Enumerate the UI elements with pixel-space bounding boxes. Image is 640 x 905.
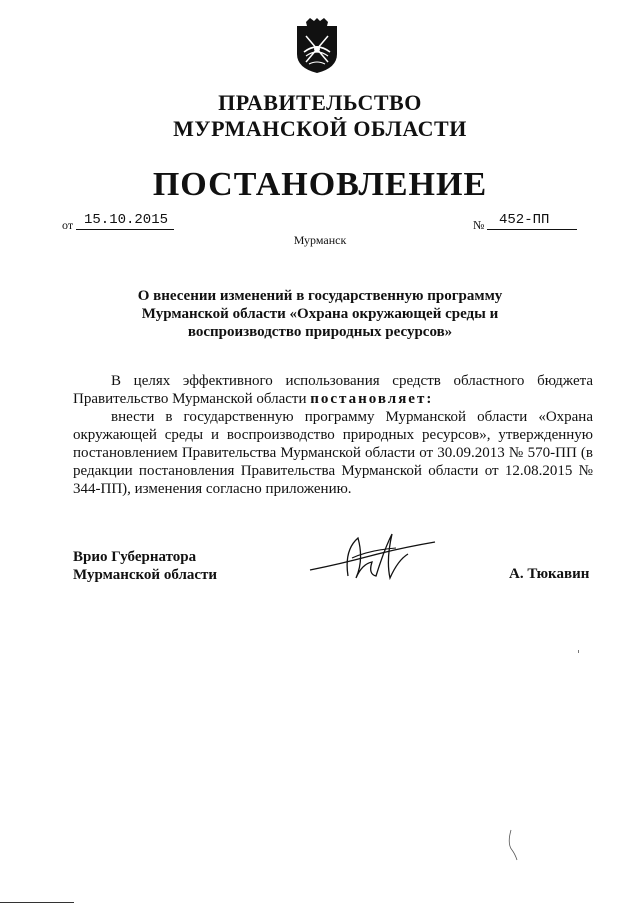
position-line1: Врио Губернатора <box>73 549 197 565</box>
document-date: 15.10.2015 <box>84 212 169 228</box>
position-line2: Мурманской области <box>73 567 218 583</box>
city-name: Мурманск <box>293 233 347 247</box>
org-name-line2: МУРМАНСКОЙ ОБЛАСТИ <box>173 116 467 141</box>
handwritten-signature <box>300 520 450 590</box>
document-number: 452-ПП <box>499 212 550 228</box>
body-intro-paragraph <box>73 372 593 408</box>
subject-line1: О внесении изменений в государственную программу <box>137 288 503 304</box>
scan-edge-line <box>0 902 74 903</box>
body-decision-text: внести в государственную программу Мурманской области «Охрана окружающей среды и воспроизводство природных ресурсов», утвержденную постановлением Правительства Мурманской области от 30.09.2013 № 570-ПП (в редакции постановления Правительства Мурманской области от 12.08.2015 № 344-ПП), изменения согласно приложению. <box>73 409 593 497</box>
subject-line3: воспроизводство природных ресурсов» <box>187 324 453 340</box>
scan-dot <box>578 650 579 653</box>
signatory-name: А. Тюкавин <box>509 566 590 582</box>
document-subject <box>120 287 520 341</box>
coat-of-arms-emblem <box>294 18 340 74</box>
body-decides: постановляет: <box>310 391 434 407</box>
scan-mark <box>505 828 519 862</box>
body-intro: В целях эффективного использования средств областного бюджета Правительство Мурманской области <box>73 373 593 407</box>
subject-line2: Мурманской области «Охрана окружающей среды и <box>141 306 499 322</box>
document-body <box>73 372 593 498</box>
date-prefix: от <box>62 218 74 232</box>
document-type-title: ПОСТАНОВЛЕНИЕ <box>152 166 488 203</box>
date-underline <box>76 229 174 230</box>
number-prefix: № <box>473 218 485 232</box>
org-name-line1: ПРАВИТЕЛЬСТВО <box>218 90 422 115</box>
signatory-position <box>73 548 217 584</box>
number-underline <box>487 229 577 230</box>
